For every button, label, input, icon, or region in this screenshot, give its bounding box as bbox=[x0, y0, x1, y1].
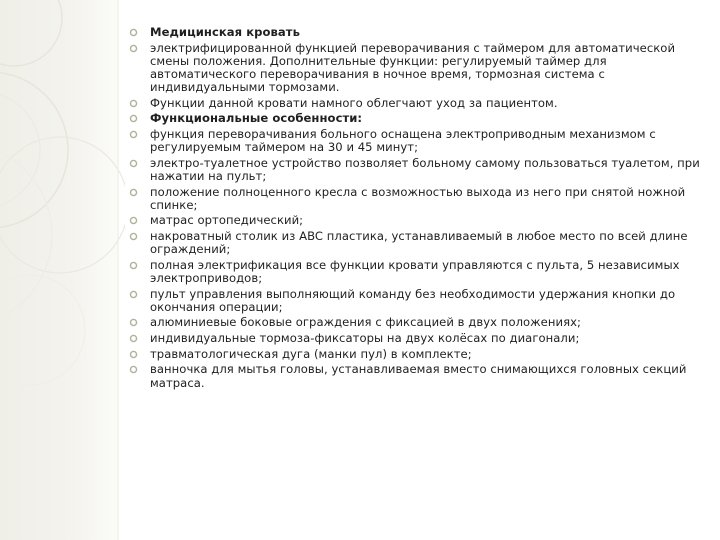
list-item-text: индивидуальные тормоза-фиксаторы на двух колёсах по диагонали; bbox=[150, 331, 580, 346]
bullet-circle-icon bbox=[129, 99, 138, 108]
list-item-text: полная электрификация все функции кровати управляются с пульта, 5 независимых электроприводов; bbox=[150, 257, 680, 285]
list-item-text: функция переворачивания больного оснащена электроприводным механизмом с регулируемым таймером на 30 и 45 минут; bbox=[150, 127, 656, 155]
bullet-circle-icon bbox=[129, 130, 138, 139]
bullet-circle-icon bbox=[129, 232, 138, 241]
bullet-circle-icon bbox=[129, 28, 138, 37]
list-item bbox=[126, 112, 700, 125]
decorative-side-panel bbox=[0, 0, 125, 540]
bullet-circle-icon bbox=[129, 365, 138, 374]
list-item-text: пульт управления выполняющий команду без необходимости удержания кнопки до окончания операции; bbox=[150, 286, 676, 314]
list-item-text: Функциональные особенности: bbox=[150, 111, 363, 126]
bullet-circle-icon bbox=[129, 44, 138, 53]
list-item bbox=[126, 26, 700, 39]
feature-bullet-list bbox=[126, 26, 700, 390]
bullet-circle-icon bbox=[129, 216, 138, 225]
bullet-circle-icon bbox=[129, 159, 138, 168]
bullet-list-container bbox=[126, 26, 700, 392]
list-item bbox=[126, 42, 700, 94]
list-item bbox=[126, 332, 700, 345]
decor-circle bbox=[0, 137, 125, 273]
bullet-circle-icon bbox=[129, 318, 138, 327]
bullet-circle-icon bbox=[129, 290, 138, 299]
list-item bbox=[126, 230, 700, 256]
bullet-circle-icon bbox=[129, 114, 138, 123]
list-item-text: матрас ортопедический; bbox=[150, 213, 304, 228]
decorative-band bbox=[0, 0, 118, 540]
list-item bbox=[126, 97, 700, 110]
list-item bbox=[126, 186, 700, 212]
list-item-text: Медицинская кровать bbox=[150, 25, 300, 39]
bullet-circle-icon bbox=[129, 188, 138, 197]
list-item bbox=[126, 157, 700, 183]
decor-circle bbox=[0, 0, 62, 66]
list-item bbox=[126, 288, 700, 314]
list-item bbox=[126, 316, 700, 329]
list-item bbox=[126, 259, 700, 285]
decorative-circles bbox=[0, 0, 125, 540]
decor-circle bbox=[0, 143, 52, 327]
list-item bbox=[126, 128, 700, 154]
list-item-text: травматологическая дуга (манки пул) в комплекте; bbox=[150, 346, 472, 361]
decor-circle bbox=[0, 92, 40, 208]
list-item bbox=[126, 214, 700, 227]
list-item-text: Функции данной кровати намного облегчают уход за пациентом. bbox=[150, 95, 558, 110]
list-item-text: положение полноценного кресла с возможностью выхода из него при снятой ножной спинке; bbox=[150, 184, 686, 212]
decor-circle bbox=[0, 275, 85, 385]
bullet-circle-icon bbox=[129, 350, 138, 359]
list-item-text: ванночка для мытья головы, устанавливаемая вместо снимающихся головных секций матраса. bbox=[150, 362, 687, 390]
list-item-text: электрифицированной функцией переворачивания с таймером для автоматической смены положения. Дополнительные функции: регулируемый таймер для автоматического переворачивания в ночное время, тормозная система с индивидуальными тормозами. bbox=[150, 40, 676, 94]
list-item bbox=[126, 348, 700, 361]
list-item-text: алюминиевые боковые ограждения с фиксацией в двух положениях; bbox=[150, 315, 581, 330]
bullet-circle-icon bbox=[129, 261, 138, 270]
list-item-text: накроватный столик из ABC пластика, устанавливаемый в любое место по всей длине ограждений; bbox=[150, 229, 688, 257]
bullet-circle-icon bbox=[129, 334, 138, 343]
list-item bbox=[126, 363, 700, 389]
list-item-text: электро-туалетное устройство позволяет больному самому пользоваться туалетом, при нажатии на пульт; bbox=[150, 155, 700, 183]
decor-circle bbox=[0, 72, 68, 228]
